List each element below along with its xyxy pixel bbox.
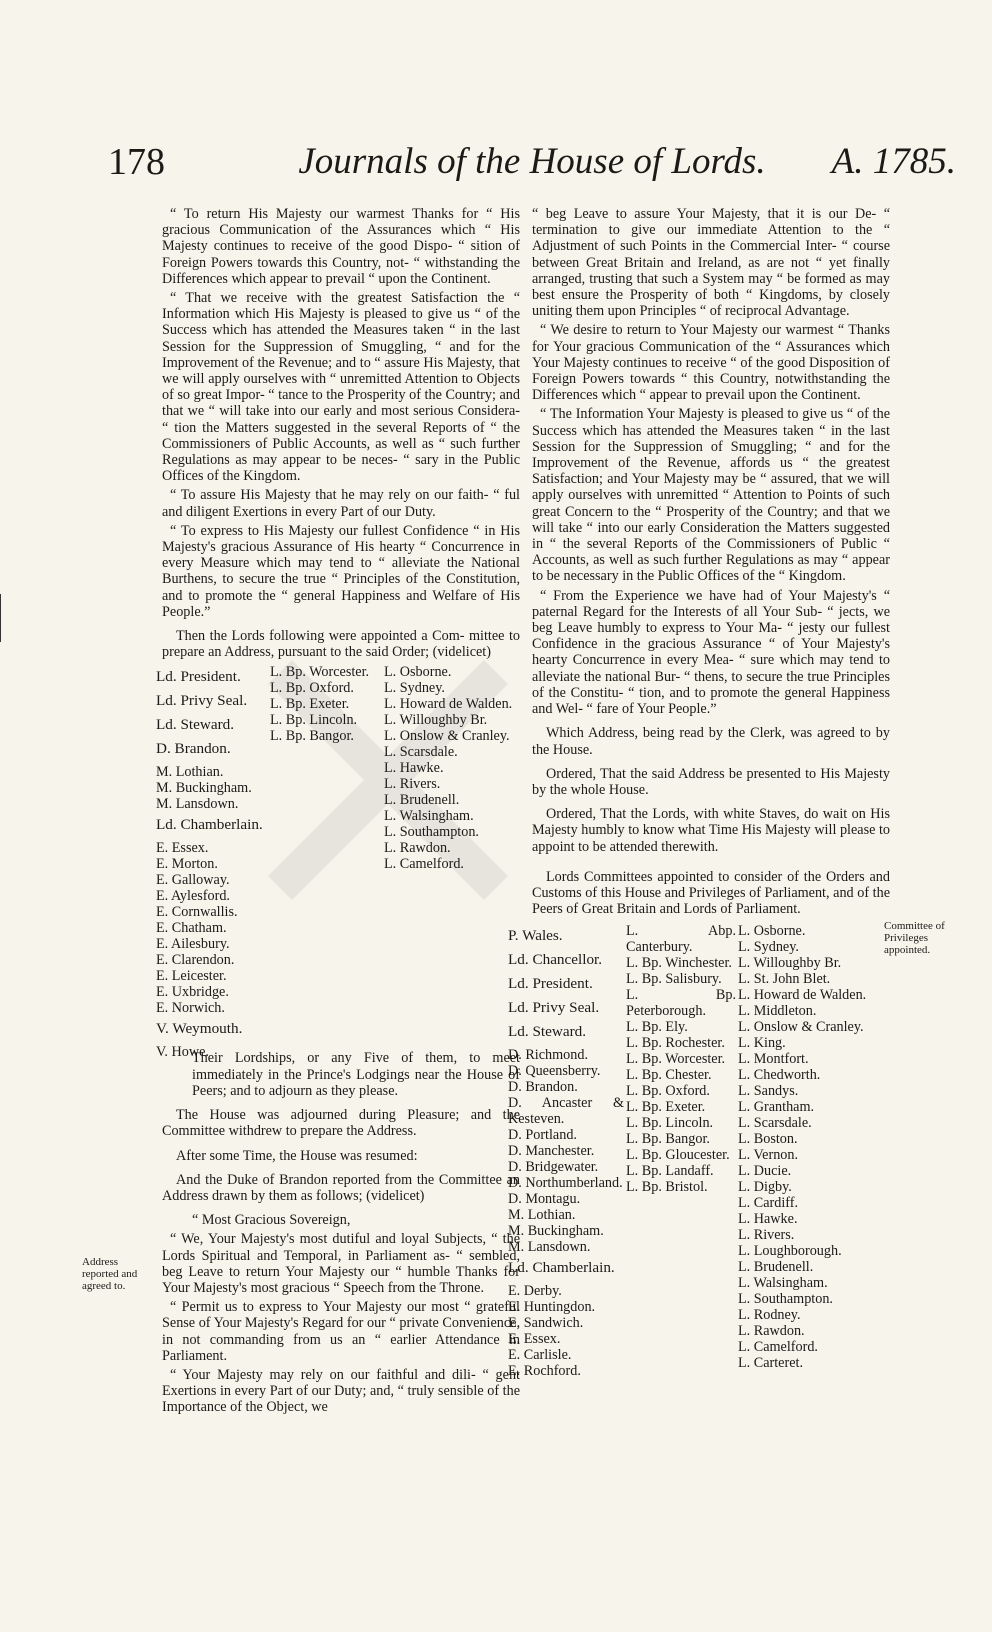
list-item: E. Essex.: [156, 840, 209, 857]
list-item: D. Montagu.: [508, 1191, 581, 1208]
paragraph: Which Address, being read by the Clerk, was agreed to by the House.: [532, 725, 890, 758]
list-item: E. Chatham.: [156, 920, 227, 937]
list-item: D. Brandon.: [156, 740, 231, 758]
margin-note-committee: Committee of Privileges appointed.: [884, 920, 945, 956]
list-item: M. Lothian.: [508, 1207, 576, 1224]
list-item: L. Bp. Exeter.: [270, 696, 350, 713]
list-item: L. Bp. Winchester.: [626, 955, 732, 972]
list-item: L. Scarsdale.: [738, 1115, 812, 1132]
list-item: L. Hawke.: [384, 760, 444, 777]
list-item: Ld. Steward.: [508, 1023, 587, 1041]
list-item: L. Boston.: [738, 1131, 798, 1148]
list-item: L. Willoughby Br.: [384, 712, 488, 729]
list-item: D. Ancaster & Kesteven.: [508, 1095, 624, 1128]
paragraph: “ Permit us to express to Your Majesty our most “ grateful Sense of Your Majesty's Regard for our “ private Convenience, in not commanding from us an “ earlier Attendance in Parliament.: [162, 1299, 520, 1364]
list-item: L. Chedworth.: [738, 1067, 821, 1084]
paragraph: “ Most Gracious Sovereign,: [192, 1212, 351, 1229]
list-item: E. Carlisle.: [508, 1347, 572, 1364]
list-item: L. Walsingham.: [384, 808, 474, 825]
list-item: L. Osborne.: [384, 664, 452, 681]
list-item: L. Onslow & Cranley.: [738, 1019, 864, 1036]
list-item: E. Ailesbury.: [156, 936, 230, 953]
list-item: L. Brudenell.: [738, 1259, 814, 1276]
list-item: L. Camelford.: [384, 856, 464, 873]
list-item: L. Bp. Worcester.: [270, 664, 370, 681]
list-item: E. Essex.: [508, 1331, 561, 1348]
paragraph: And the Duke of Brandon reported from the Committee an Address drawn by them as follows; (videlicet): [162, 1171, 520, 1204]
list-item: V. Howe.: [156, 1044, 209, 1061]
paragraph: “ To assure His Majesty that he may rely on our faith- “ ful and diligent Exertions in every Part of our Duty.: [162, 487, 520, 520]
list-item: D. Bridgewater.: [508, 1159, 599, 1176]
list-item: L. Abp. Canterbury.: [626, 923, 736, 956]
list-item: L. Ducie.: [738, 1163, 792, 1180]
list-item: Ld. Privy Seal.: [156, 692, 248, 710]
paragraph: Ordered, That the said Address be presented to His Majesty by the whole House.: [532, 765, 890, 798]
list-item: E. Rochford.: [508, 1363, 581, 1380]
list-item: L. St. John Blet.: [738, 971, 831, 988]
paragraph: The House was adjourned during Pleasure; and the Committee withdrew to prepare the Address.: [162, 1107, 520, 1140]
list-item: L. Rivers.: [384, 776, 441, 793]
paragraph: “ beg Leave to assure Your Majesty, that it is our De- “ termination to give our immediate Attention to the “ Adjustment of such Points in the Commercial Inter- “ course between Great Britain and Ireland, as are not “ yet finally arranged, trusting that such a System may “ be formed as may best ensure the Prosperity of both “ Kingdoms, by closely uniting them upon Principles “ of reciprocal Advantage.: [532, 206, 890, 320]
page-header: [108, 140, 956, 192]
list-column: [508, 923, 624, 1379]
list-item: L. Bp. Oxford.: [626, 1083, 710, 1100]
list-item: L. Bp. Salisbury.: [626, 971, 722, 988]
list-item: E. Morton.: [156, 856, 218, 873]
list-item: E. Huntingdon.: [508, 1299, 596, 1316]
list-item: L. Camelford.: [738, 1339, 818, 1356]
list-column: [626, 923, 736, 1195]
list-item: E. Clarendon.: [156, 952, 235, 969]
list-item: M. Lothian.: [156, 764, 224, 781]
journal-year: A. 1785.: [831, 141, 956, 182]
list-item: Ld. Steward.: [156, 716, 235, 734]
paragraph: Then the Lords following were appointed a Com- mittee to prepare an Address, pursuant to the said Order; (videlicet): [162, 628, 520, 661]
list-item: L. Bp. Rochester.: [626, 1035, 725, 1052]
list-item: L. Rawdon.: [738, 1323, 805, 1340]
list-item: E. Derby.: [508, 1283, 562, 1300]
list-item: L. Rawdon.: [384, 840, 451, 857]
list-item: L. Willoughby Br.: [738, 955, 842, 972]
list-item: L. Onslow & Cranley.: [384, 728, 510, 745]
list-item: D. Portland.: [508, 1127, 577, 1144]
list-item: Ld. Chamberlain.: [156, 816, 263, 834]
list-item: L. Hawke.: [738, 1211, 798, 1228]
list-column: [738, 923, 888, 1371]
list-item: L. Bp. Gloucester.: [626, 1147, 730, 1164]
list-item: L. King.: [738, 1035, 786, 1052]
paragraph: “ We desire to return to Your Majesty our warmest “ Thanks for Your gracious Communication of the “ Assurances which Your Majesty continues to receive “ of the good Disposition of Foreign Powers towards “ this Country, notwithstanding the Differences which “ appear to prevail upon the Continent.: [532, 322, 890, 404]
list-item: L. Bp. Peterborough.: [626, 987, 736, 1020]
list-item: M. Buckingham.: [156, 780, 252, 797]
list-item: L. Bp. Bristol.: [626, 1179, 708, 1196]
list-item: E. Sandwich.: [508, 1315, 584, 1332]
paragraph: “ The Information Your Majesty is pleased to give us “ of the Success which has attended the Measures taken “ in the last Session for the Suppression of Smuggling; “ and for the Improvement of the Revenue, affords us “ the greatest Satisfaction; and Your Majesty may be “ assured, that we will apply ourselves with unremitted “ Attention to Points of such great Concern to the “ Prosperity of the Country; and that we will take “ into our early Consideration the Matters suggested in “ the several Reports of the Commissioners of Public “ Accounts, as well as such further Regulations as may “ appear to be necessary in the Public Offices of the “ Kingdom.: [532, 406, 890, 585]
list-item: L. Carteret.: [738, 1355, 803, 1372]
list-item: L. Middleton.: [738, 1003, 817, 1020]
margin-note-address: Address reported and agreed to.: [82, 1256, 138, 1292]
paragraph: “ To return His Majesty our warmest Thanks for “ His gracious Communication of the Assurances which “ His Majesty continues to receive of the good Dispo- “ sition of Foreign Powers towards this Country, not- “ withstanding the Differences which appear to prevail “ upon the Continent.: [162, 206, 520, 287]
list-item: E. Uxbridge.: [156, 984, 229, 1001]
list-item: E. Cornwallis.: [156, 904, 238, 921]
right-column: [508, 206, 890, 1393]
list-item: L. Loughborough.: [738, 1243, 842, 1260]
list-column: [270, 664, 382, 744]
list-item: L. Sandys.: [738, 1083, 799, 1100]
paragraph: “ We, Your Majesty's most dutiful and loyal Subjects, “ the Lords Spiritual and Temporal, in Parliament as- “ sembled, beg Leave to return Your Majesty our “ humble Thanks for Your Majesty's most gracious “ Speech from the Throne.: [162, 1231, 520, 1296]
list-item: Ld. President.: [156, 668, 241, 686]
list-item: L. Rivers.: [738, 1227, 795, 1244]
list-item: L. Digby.: [738, 1179, 792, 1196]
list-item: L. Bp. Ely.: [626, 1019, 688, 1036]
list-item: L. Howard de Walden.: [738, 987, 867, 1004]
list-item: L. Southampton.: [384, 824, 479, 841]
list-item: L. Southampton.: [738, 1291, 833, 1308]
paragraph: “ That we receive with the greatest Satisfaction the “ Information which His Majesty is pleased to give us “ of the Success which has attended the Measures taken “ in the last Session for the Suppression of Smuggling, “ and for the Improvement of the Revenue; and to “ assure His Majesty, that we will apply ourselves with “ unremitted Attention to Objects of so great Impor- “ tance to the Prosperity of the Country; and that we “ will take into our early and most serious Considera- “ tion the Matters suggested in the several Reports of “ the Commissioners of Public Accounts, as well as “ such further Regulations as may appear to be neces- “ sary in the Public Offices of the Kingdom.: [162, 290, 520, 485]
list-item: M. Buckingham.: [508, 1223, 604, 1240]
list-item: L. Bp. Oxford.: [270, 680, 354, 697]
list-item: L. Brudenell.: [384, 792, 460, 809]
list-item: D. Richmond.: [508, 1047, 588, 1064]
paragraph: Ordered, That the Lords, with white Staves, do wait on His Majesty humbly to know what Time His Majesty will please to appoint to be attended therewith.: [532, 806, 890, 855]
list-item: L. Bp. Bangor.: [626, 1131, 710, 1148]
list-item: L. Montfort.: [738, 1051, 809, 1068]
list-item: L. Scarsdale.: [384, 744, 458, 761]
list-column: [156, 664, 266, 1060]
list-item: D. Queensberry.: [508, 1063, 601, 1080]
list-item: P. Wales.: [508, 927, 563, 945]
list-item: V. Weymouth.: [156, 1020, 243, 1038]
paragraph: Their Lordships, or any Five of them, to meet immediately in the Prince's Lodgings near the House of Peers; and to adjourn as they please.: [192, 1050, 520, 1099]
list-item: E. Norwich.: [156, 1000, 225, 1017]
paragraph: After some Time, the House was resumed:: [176, 1147, 418, 1164]
page-number: 178: [108, 141, 165, 183]
list-item: L. Walsingham.: [738, 1275, 828, 1292]
list-item: L. Bp. Lincoln.: [270, 712, 358, 729]
list-item: L. Cardiff.: [738, 1195, 799, 1212]
list-item: L. Osborne.: [738, 923, 806, 940]
paragraph: “ To express to His Majesty our fullest Confidence “ in His Majesty's gracious Assurance of His hearty “ Concurrence in every Measure which may tend to “ alleviate the National Burthens, to secure the true “ Principles of the Constitution, and to promote the “ general Happiness and Welfare of His People.”: [162, 522, 520, 620]
list-item: L. Sydney.: [384, 680, 445, 697]
list-item: L. Vernon.: [738, 1147, 799, 1164]
list-item: M. Lansdown.: [156, 796, 239, 813]
list-item: Ld. Chamberlain.: [508, 1259, 615, 1277]
list-item: Ld. Chancellor.: [508, 951, 603, 969]
list-item: D. Manchester.: [508, 1143, 595, 1160]
list-item: E. Aylesford.: [156, 888, 230, 905]
margin-bracket: [0, 594, 9, 642]
paragraph: “ From the Experience we have had of Your Majesty's “ paternal Regard for the Interests of all Your Sub- “ jects, we beg Leave humbly to express to Your Ma- “ jesty our fullest Confidence in the gracious Assurance “ of Your Majesty's hearty Concurrence in every Mea- “ sure which may tend to alleviate the national Bur- “ thens, to secure the true Principles of the Constitu- “ tion, and to promote the general Happiness and Wel- “ fare of Your People.”: [532, 587, 890, 718]
list-item: Ld. Privy Seal.: [508, 999, 600, 1017]
committee-list-privileges: [508, 923, 890, 1393]
list-item: L. Howard de Walden.: [384, 696, 513, 713]
list-item: L. Bp. Lincoln.: [626, 1115, 714, 1132]
list-item: L. Bp. Bangor.: [270, 728, 354, 745]
list-item: L. Bp. Chester.: [626, 1067, 712, 1084]
journal-title: Journals of the House of Lords.: [298, 141, 766, 182]
list-item: Ld. President.: [508, 975, 593, 993]
list-item: L. Bp. Worcester.: [626, 1051, 726, 1068]
list-item: D. Northumberland.: [508, 1175, 623, 1192]
list-item: L. Rodney.: [738, 1307, 801, 1324]
list-item: L. Bp. Landaff.: [626, 1163, 714, 1180]
list-item: E. Leicester.: [156, 968, 227, 985]
left-column: [156, 206, 520, 1419]
list-item: L. Grantham.: [738, 1099, 815, 1116]
paragraph: “ Your Majesty may rely on our faithful and dili- “ gent Exertions in every Part of our Duty; and, “ truly sensible of the Importance of the Object, we: [162, 1366, 520, 1416]
list-column: [384, 664, 520, 872]
list-item: E. Galloway.: [156, 872, 230, 889]
list-item: L. Sydney.: [738, 939, 799, 956]
list-item: M. Lansdown.: [508, 1239, 591, 1256]
list-item: L. Bp. Exeter.: [626, 1099, 706, 1116]
paragraph: Lords Committees appointed to consider of the Orders and Customs of this House and Privileges of Parliament, and of the Peers of Great Britain and Lords of Parliament.: [532, 868, 890, 918]
list-item: D. Brandon.: [508, 1079, 578, 1096]
committee-list-address: [156, 664, 520, 1061]
